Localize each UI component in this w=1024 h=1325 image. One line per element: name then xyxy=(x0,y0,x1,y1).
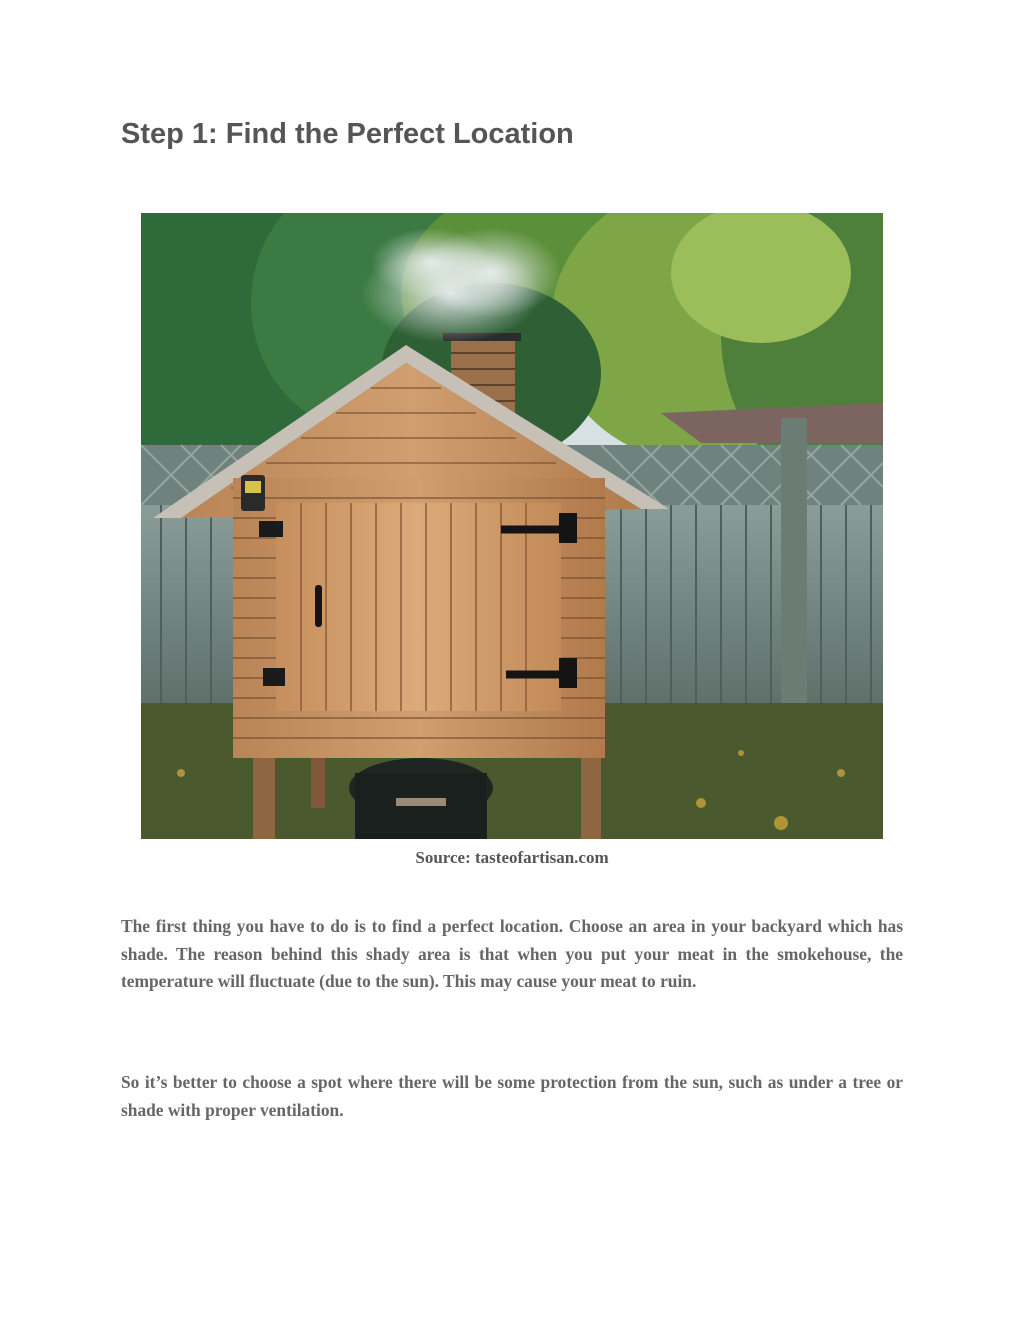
smokehouse-photo xyxy=(141,213,883,839)
body-paragraph: The first thing you have to do is to find a perfect location. Choose an area in your backyard which has shade. The reason behind this shady area is that when you put your meat in the smokehouse, the temperature will fluctuate (due to the sun). This may cause your meat to ruin. xyxy=(121,916,903,991)
image-caption: Source: tasteofartisan.com xyxy=(415,848,609,867)
body-paragraph: So it’s better to choose a spot where there will be some protection from the sun, such as under a tree or shade with proper ventilation. xyxy=(121,1072,903,1120)
page-title: Step 1: Find the Perfect Location xyxy=(121,118,574,150)
